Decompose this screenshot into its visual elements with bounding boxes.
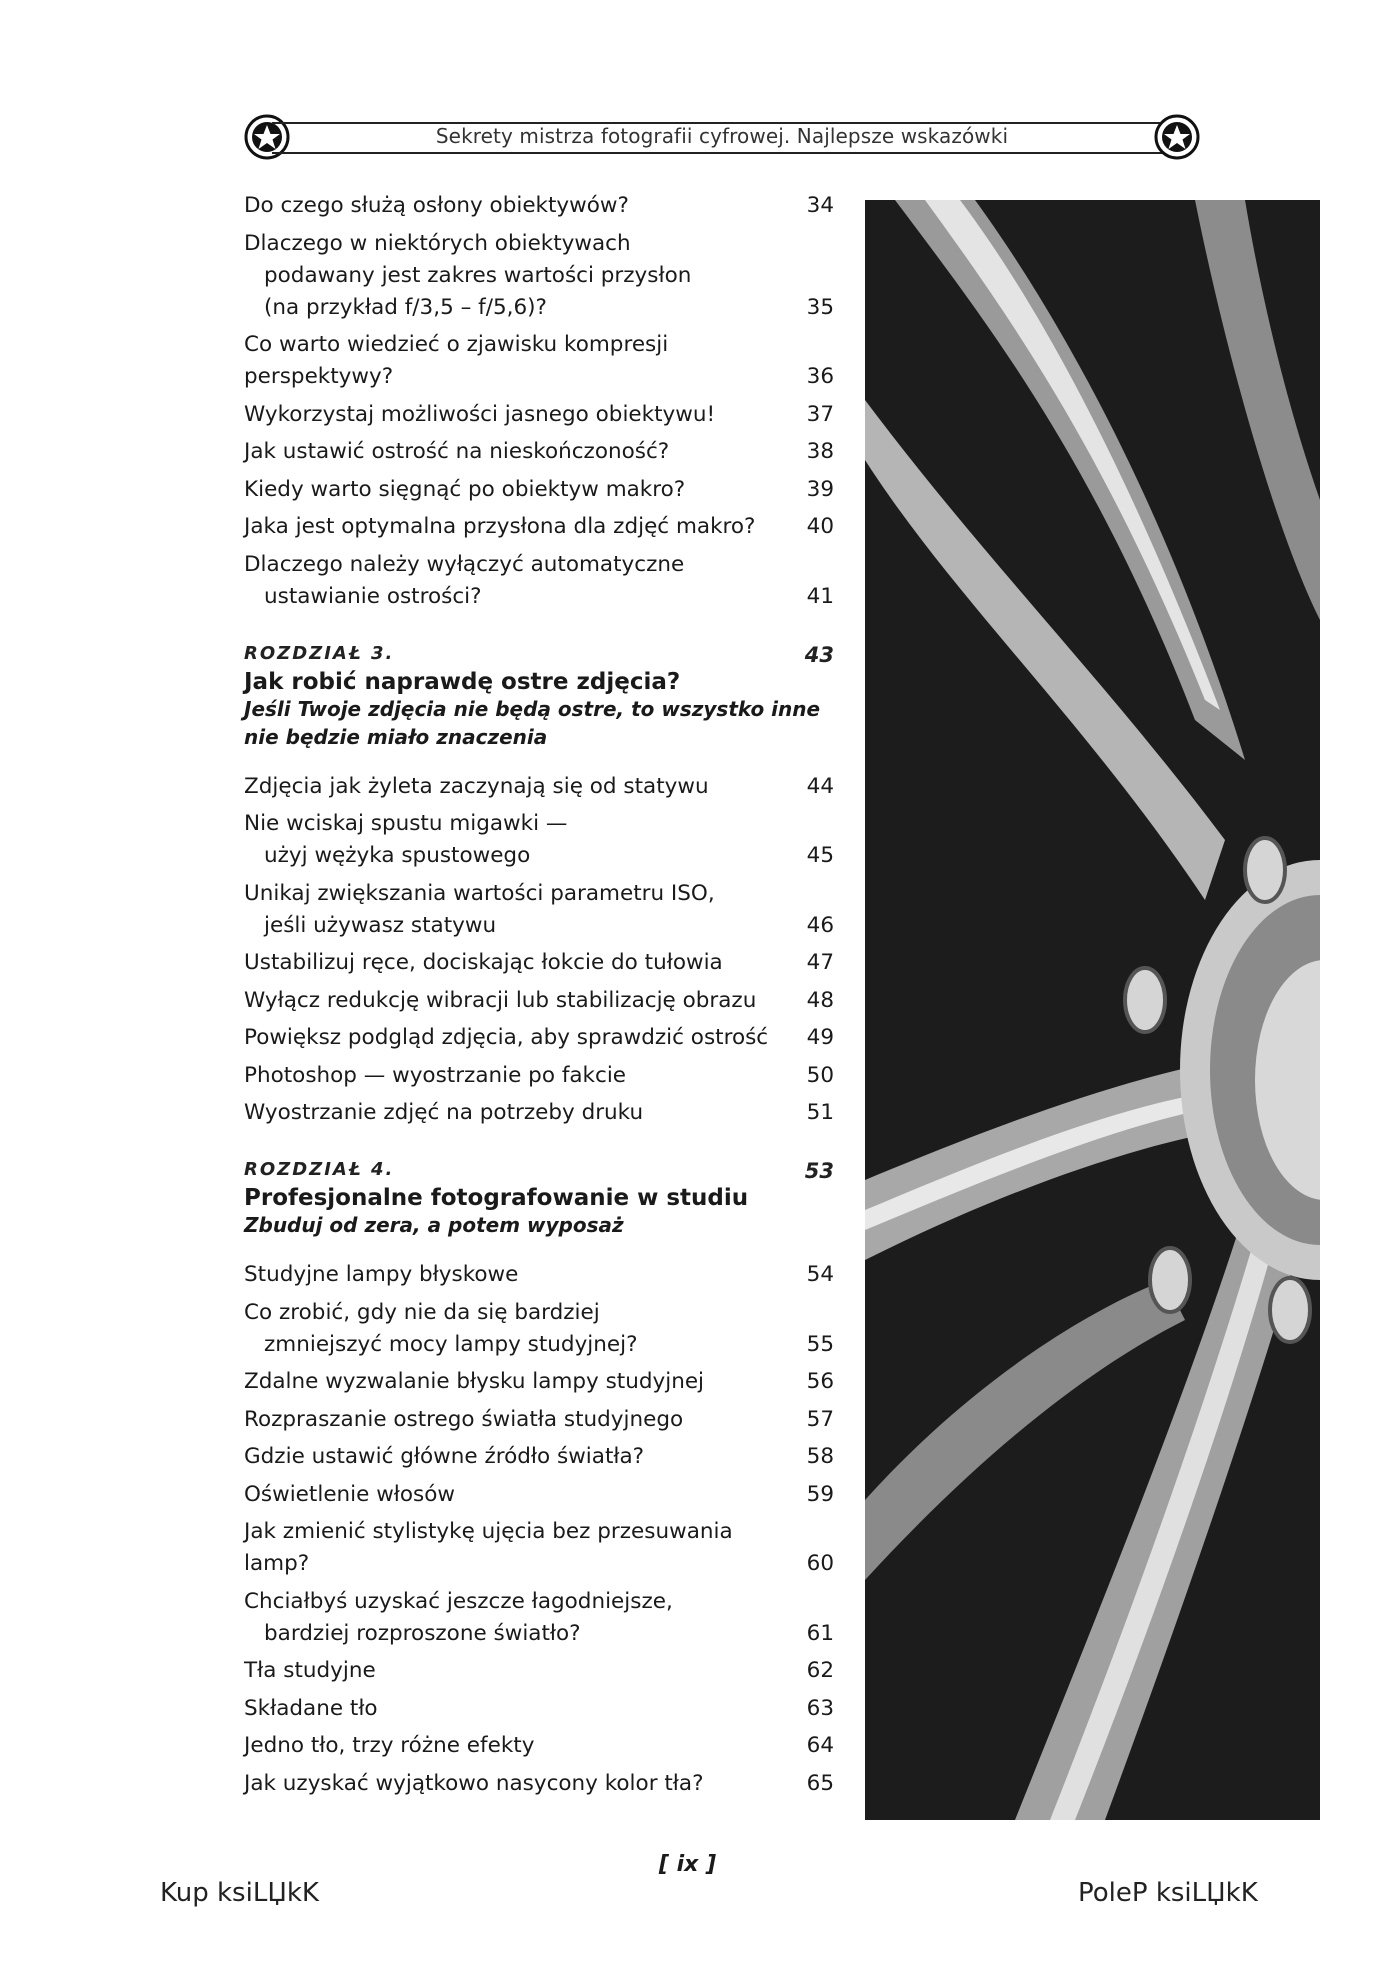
toc-entry[interactable]	[244, 1693, 834, 1725]
toc-entry-page: 46	[806, 912, 834, 938]
chapter-title: Profesjonalne fotografowanie w studiu	[244, 1185, 749, 1211]
toc-entry-page: 36	[806, 364, 834, 389]
header-rule-bottom	[272, 152, 1172, 154]
toc-entry[interactable]	[244, 436, 834, 468]
toc-entry[interactable]	[244, 1060, 834, 1092]
toc-entry-title: Gdzie ustawić główne źródło światła?	[244, 1444, 645, 1469]
chapter-subtitle: Zbuduj od zera, a potem wyposaż	[244, 1213, 624, 1237]
toc-entry[interactable]	[244, 1586, 834, 1650]
chapter-4-heading	[244, 1159, 834, 1239]
toc-entry[interactable]	[244, 329, 834, 393]
toc-entry-page: 59	[806, 1481, 834, 1507]
toc-entry-title: Wyłącz redukcję wibracji lub stabilizację obrazu	[244, 987, 757, 1013]
toc-entry-title: Oświetlenie włosów	[244, 1481, 455, 1507]
toc-entry-title: Dlaczego należy wyłączyć automatyczne ustawianie ostrości?	[244, 551, 685, 609]
toc-entry-title: Unikaj zwiększania wartości parametru ISO, jeśli używasz statywu	[244, 880, 715, 938]
toc-entry-title: Photoshop — wyostrzanie po fakcie	[244, 1062, 627, 1088]
toc-entry-page: 65	[806, 1770, 834, 1796]
toc-entry-page: 60	[806, 1551, 834, 1576]
toc-entry[interactable]	[244, 1259, 834, 1291]
toc-entry-title: Tła studyjne	[244, 1658, 376, 1683]
toc-entry-page: 45	[806, 843, 834, 868]
toc-entry-page: 41	[806, 583, 834, 609]
toc-entry[interactable]	[244, 511, 834, 543]
toc-entry[interactable]	[244, 1404, 834, 1436]
toc-entry-page: 57	[806, 1406, 834, 1432]
toc-entry[interactable]	[244, 1479, 834, 1511]
toc-entry-page: 61	[806, 1620, 834, 1646]
toc-entry-page: 48	[806, 987, 834, 1013]
toc-entry-title: Jaka jest optymalna przysłona dla zdjęć makro?	[244, 514, 756, 539]
toc-entry-title: Do czego służą osłony obiektywów?	[244, 193, 629, 218]
toc-entry-title: Dlaczego w niektórych obiektywach podawany jest zakres wartości przysłon (na przykład f/3,5 – f/5,6)?	[244, 230, 692, 320]
toc-entry-page: 47	[806, 950, 834, 975]
toc-entry[interactable]	[244, 878, 834, 942]
chapter-label: ROZDZIAŁ 4.	[244, 1159, 395, 1180]
toc-section-chapter4	[244, 1259, 834, 1800]
chapter-page: 53	[804, 1159, 834, 1183]
chapter-page: 43	[804, 642, 834, 667]
toc-entry[interactable]	[244, 771, 834, 803]
toc-entry-page: 55	[806, 1331, 834, 1357]
toc-entry-page: 35	[806, 294, 834, 320]
wheel-rim-illustration	[865, 200, 1320, 1820]
star-emblem-icon	[1154, 114, 1200, 160]
toc-entry-title: Wykorzystaj możliwości jasnego obiektywu!	[244, 401, 716, 427]
toc-entry-title: Co warto wiedzieć o zjawisku kompresji perspektywy?	[244, 332, 669, 389]
toc-entry-page: 51	[806, 1100, 834, 1125]
toc-entry-title: Wyostrzanie zdjęć na potrzeby druku	[244, 1100, 644, 1125]
toc-entry-page: 44	[806, 773, 834, 799]
footer-right-link[interactable]: PoleP ksiLЏkK	[1078, 1878, 1258, 1908]
wheel-rim-photo	[865, 200, 1320, 1820]
toc-entry-page: 38	[806, 439, 834, 464]
toc-entry[interactable]	[244, 1768, 834, 1800]
toc-entry-title: Chciałbyś uzyskać jeszcze łagodniejsze, bardziej rozproszone światło?	[244, 1588, 673, 1646]
toc-entry[interactable]	[244, 1730, 834, 1762]
toc-entry[interactable]	[244, 1655, 834, 1687]
toc-entry[interactable]	[244, 1297, 834, 1361]
toc-entry-page: 40	[806, 514, 834, 539]
toc-entry-title: Powiększ podgląd zdjęcia, aby sprawdzić ostrość	[244, 1025, 769, 1050]
toc-entry-title: Jak ustawić ostrość na nieskończoność?	[244, 439, 670, 464]
toc-entry-page: 64	[806, 1733, 834, 1758]
toc-entry-title: Zdalne wyzwalanie błysku lampy studyjnej	[244, 1369, 705, 1394]
toc-entry-page: 62	[806, 1658, 834, 1683]
toc-entry-title: Nie wciskaj spustu migawki — użyj wężyka spustowego	[244, 811, 568, 868]
toc-entry[interactable]	[244, 228, 834, 324]
chapter-subtitle: Jeśli Twoje zdjęcia nie będą ostre, to wszystko inne nie będzie miało znaczenia	[244, 696, 821, 749]
toc-entry-title: Kiedy warto sięgnąć po obiektyw makro?	[244, 476, 686, 502]
toc-entry-page: 50	[806, 1062, 834, 1088]
toc-entry-title: Co zrobić, gdy nie da się bardziej zmniejszyć mocy lampy studyjnej?	[244, 1299, 638, 1357]
toc-entry-title: Jedno tło, trzy różne efekty	[244, 1733, 535, 1758]
toc-entry-page: 49	[806, 1025, 834, 1050]
toc-entry-page: 54	[806, 1262, 834, 1287]
toc-entry-page: 56	[806, 1369, 834, 1394]
toc-section-chapter3	[244, 771, 834, 1130]
toc-entry[interactable]	[244, 1516, 834, 1580]
toc-entry[interactable]	[244, 190, 834, 222]
toc-entry-page: 37	[806, 401, 834, 427]
toc-entry-page: 34	[806, 193, 834, 218]
running-header	[244, 114, 1200, 160]
chapter-title: Jak robić naprawdę ostre zdjęcia?	[244, 668, 681, 695]
toc-entry[interactable]	[244, 1366, 834, 1398]
toc-entry[interactable]	[244, 947, 834, 979]
toc-section-chapter2-continued	[244, 190, 834, 613]
chapter-label: ROZDZIAŁ 3.	[244, 642, 395, 664]
table-of-contents	[244, 190, 834, 1805]
toc-entry-page: 63	[806, 1695, 834, 1721]
page-number: [ ix ]	[658, 1852, 717, 1877]
toc-entry-title: Składane tło	[244, 1695, 378, 1721]
toc-entry[interactable]	[244, 1097, 834, 1129]
chapter-3-heading	[244, 643, 834, 751]
toc-entry-title: Rozpraszanie ostrego światła studyjnego	[244, 1406, 684, 1432]
toc-entry[interactable]	[244, 808, 834, 872]
toc-entry[interactable]	[244, 985, 834, 1017]
toc-entry-title: Studyjne lampy błyskowe	[244, 1262, 519, 1287]
toc-entry[interactable]	[244, 1022, 834, 1054]
toc-entry[interactable]	[244, 474, 834, 506]
footer-left-link[interactable]: Kup ksiLЏkK	[160, 1878, 319, 1908]
toc-entry-title: Ustabilizuj ręce, dociskając łokcie do tułowia	[244, 950, 723, 975]
header-title: Sekrety mistrza fotografii cyfrowej. Najlepsze wskazówki	[435, 124, 1009, 148]
toc-entry[interactable]	[244, 549, 834, 613]
toc-entry-title: Jak uzyskać wyjątkowo nasycony kolor tła?	[244, 1770, 704, 1796]
toc-entry-title: Jak zmienić stylistykę ujęcia bez przesuwania lamp?	[244, 1519, 733, 1576]
toc-entry-title: Zdjęcia jak żyleta zaczynają się od statywu	[244, 773, 709, 799]
toc-entry-page: 39	[806, 476, 834, 502]
toc-entry[interactable]	[244, 1441, 834, 1473]
toc-entry-page: 58	[806, 1444, 834, 1469]
toc-entry[interactable]	[244, 399, 834, 431]
